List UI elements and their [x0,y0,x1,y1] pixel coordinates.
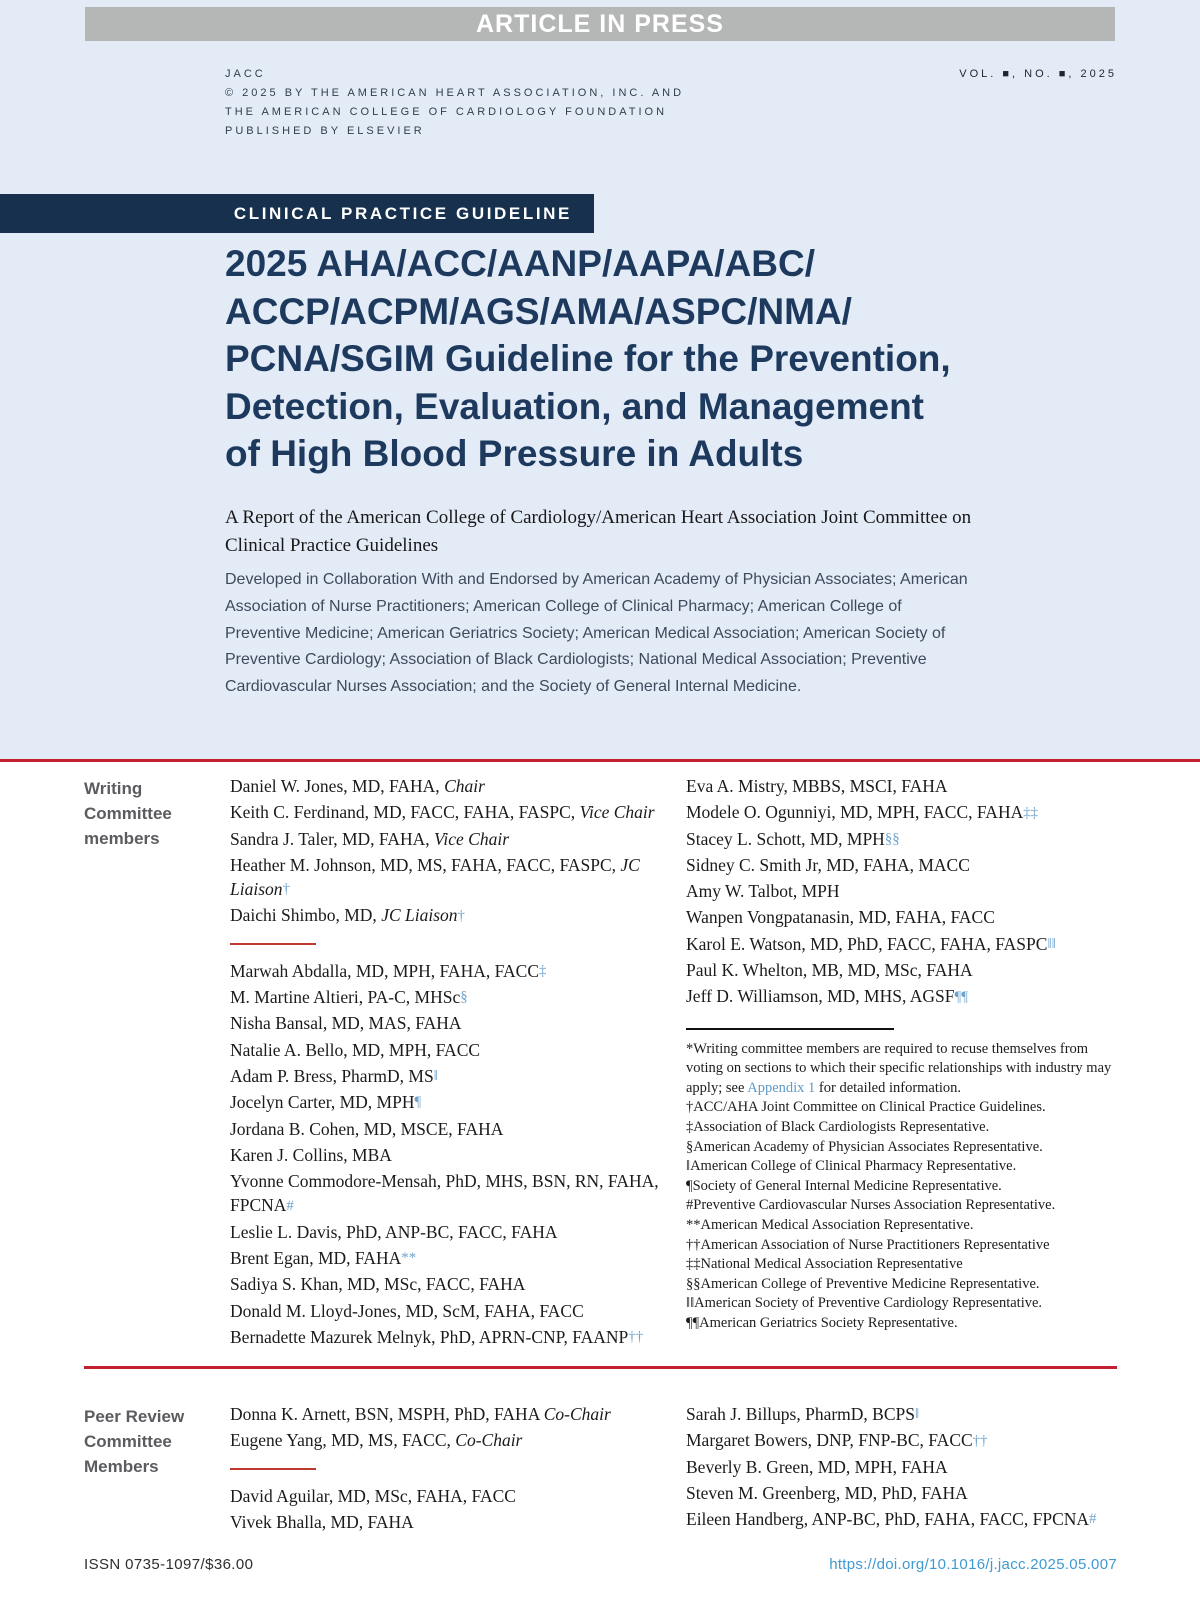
committee-member [230,1325,666,1351]
red-mini-divider [230,1468,316,1470]
member-name: Wanpen Vongpatanasin, MD, FAHA, FACC [686,907,995,928]
member-name: Eugene Yang, MD, MS, FACC, [230,1430,456,1451]
committee-member [686,984,1126,1010]
kicker-label: CLINICAL PRACTICE GUIDELINE [233,203,572,223]
member-name: Karol E. Watson, MD, PhD, FACC, FAHA, FASPC [686,933,1048,954]
committee-member [230,1090,666,1116]
copyright-lines [225,87,684,137]
footnote [686,1236,1126,1256]
member-role: Vice Chair [434,828,510,849]
member-name: Marwah Abdalla, MD, MPH, FAHA, FACC [230,960,540,981]
footnote [686,1314,1126,1334]
committee-member [230,1484,666,1510]
section-label-line: Writing [84,779,143,798]
member-name: Leslie L. Davis, PhD, ANP-BC, FACC, FAHA [230,1221,558,1242]
member-name: Jeff D. Williamson, MD, MHS, AGSF [686,986,955,1007]
member-name: Beverly B. Green, MD, MPH, FAHA [686,1456,948,1477]
committee-member [686,1455,1132,1481]
member-name: Donald M. Lloyd-Jones, MD, ScM, FAHA, FACC [230,1300,584,1321]
section-label-line: Committee [84,804,172,823]
footnote-symbol: † [282,881,290,898]
member-role: Vice Chair [579,802,655,823]
footnote [686,1157,1126,1177]
committee-member [230,1246,666,1272]
footnote [686,1255,1126,1275]
member-name: Natalie A. Bello, MD, MPH, FACC [230,1039,481,1060]
footnote [686,1098,1126,1118]
member-role: Chair [444,776,485,796]
committee-member [230,1169,666,1220]
clinical-practice-guideline-kicker [0,194,594,233]
member-name: Sidney C. Smith Jr, MD, FAHA, MACC [686,854,970,875]
member-name: Keith C. Ferdinand, MD, FACC, FAHA, FASPC, [230,802,580,823]
writing-members-list-2 [686,774,1126,1011]
member-name: Eileen Handberg, ANP-BC, PhD, FAHA, FACC, FPCNA [686,1509,1090,1530]
writing-committee-column-1 [230,774,666,1351]
committee-member [230,774,666,800]
footnote-symbol: ¶¶ [954,988,968,1005]
member-name: M. Martine Altieri, PA-C, MHSc [230,987,461,1008]
footnote-text: ¶¶American Geriatrics Society Representative. [686,1314,958,1331]
footnote-text: ‡Association of Black Cardiologists Representative. [686,1119,990,1136]
footnote-divider [686,1028,894,1030]
peer-review-label [84,1404,229,1479]
footnote-symbol: ** [401,1250,417,1267]
article-in-press-banner [85,7,1115,41]
footnote [686,1196,1126,1216]
committee-member [230,853,666,904]
footnote [686,1040,1126,1099]
article-title [225,240,1135,478]
footnote [686,1138,1126,1158]
footnote-symbol: # [286,1197,294,1214]
committee-member [230,1402,666,1428]
committee-member [686,853,1126,879]
committee-member [686,1402,1132,1428]
member-name: Paul K. Whelton, MB, MD, MSc, FAHA [686,960,973,981]
committee-member [686,932,1126,958]
peer-members-list-2 [686,1402,1132,1533]
section-label-line: Peer Review [84,1407,185,1426]
committee-member [230,1220,666,1246]
footnote [686,1275,1126,1295]
footnote-symbol: † [457,907,465,924]
committee-member [230,903,666,929]
footnote-symbol: # [1089,1511,1097,1528]
member-name: Nisha Bansal, MD, MAS, FAHA [230,1013,462,1034]
member-name: Vivek Bhalla, MD, FAHA [230,1511,414,1532]
copyright-line: THE AMERICAN COLLEGE OF CARDIOLOGY FOUNDATION [225,106,668,118]
footnote-symbol: ‡ [539,963,547,979]
committee-member [230,1299,666,1325]
footnote-symbol: §§ [884,830,900,847]
footnote-text: †ACC/AHA Joint Committee on Clinical Practice Guidelines. [686,1099,1046,1116]
member-role: Co-Chair [543,1404,611,1424]
member-name: Steven M. Greenberg, MD, PhD, FAHA [686,1482,968,1503]
issn-label: ISSN 0735-1097/$36.00 [84,1556,254,1573]
committee-member [230,1064,666,1090]
committee-member [686,800,1126,826]
committee-member [230,1117,666,1143]
committee-member [230,800,666,826]
member-name: Heather M. Johnson, MD, MS, FAHA, FACC, FASPC, [230,854,621,875]
member-name: Modele O. Ogunniyi, MD, MPH, FACC, FAHA [686,802,1024,823]
doi-link[interactable]: https://doi.org/10.1016/j.jacc.2025.05.007 [829,1556,1117,1573]
writing-committee-label [84,776,229,851]
volume-info: VOL. ■, NO. ■, 2025 [959,68,1117,80]
committee-member [230,959,666,985]
member-name: Eva A. Mistry, MBBS, MSCI, FAHA [686,776,948,796]
article-title-line: PCNA/SGIM Guideline for the Prevention, [225,338,951,379]
member-name: Sarah J. Billups, PharmD, BCPS [686,1404,915,1424]
section-label-line: members [84,829,160,848]
member-name: Adam P. Bress, PharmD, MS [230,1065,434,1086]
committee-member [686,827,1126,853]
member-name: Donna K. Arnett, BSN, MSPH, PhD, FAHA [230,1404,544,1424]
member-name: Jordana B. Cohen, MD, MSCE, FAHA [230,1118,504,1139]
red-divider-top [0,759,1200,762]
writing-officers-list [230,774,666,930]
committee-member [686,1428,1132,1454]
member-name: Karen J. Collins, MBA [230,1144,392,1165]
footnote [686,1294,1126,1314]
committee-member [230,1143,666,1169]
member-name: Daichi Shimbo, MD, [230,905,382,926]
footnote [686,1118,1126,1138]
peer-review-column-1 [230,1402,666,1536]
article-in-press-label: ARTICLE IN PRESS [476,9,724,38]
member-role: Co-Chair [455,1430,523,1451]
committee-member [686,879,1126,905]
article-title-line: 2025 AHA/ACC/AANP/AAPA/ABC/ [225,243,816,284]
journal-masthead [225,68,684,144]
member-name: Margaret Bowers, DNP, FNP-BC, FACC [686,1430,973,1451]
member-name: Sadiya S. Khan, MD, MSc, FACC, FAHA [230,1274,526,1295]
footnote-text: §American Academy of Physician Associates Representative. [686,1138,1043,1155]
committee-member [686,1481,1132,1507]
member-name: Sandra J. Taler, MD, FAHA, [230,828,435,849]
writing-committee-column-2 [686,774,1126,1334]
member-name: Stacey L. Schott, MD, MPH [686,828,885,849]
member-name: David Aguilar, MD, MSc, FAHA, FACC [230,1485,516,1506]
member-role: JC Liaison [381,905,458,926]
footnote-block [686,1028,1126,1334]
committee-member [230,1272,666,1298]
committee-member [230,1038,666,1064]
footnote-symbol: †† [628,1329,644,1346]
footnote-symbol: †† [972,1432,988,1449]
committee-member [230,1510,666,1536]
member-name: Jocelyn Carter, MD, MPH [230,1092,415,1113]
peer-review-column-2 [686,1402,1132,1533]
footnote-text: ‖American College of Clinical Pharmacy Representative. [686,1158,1017,1175]
footnote-text: **American Medical Association Representative. [686,1217,974,1234]
journal-name: JACC [225,68,266,80]
committee-member [230,1011,666,1037]
footnote-text-after: for detailed information. [815,1079,962,1096]
footnote-symbol: § [460,989,468,1006]
footnote-symbol: ‖ [915,1406,920,1423]
footnote-text: *Writing committee members are required to recuse themselves from voting on sections to which their specific relationships with industry may apply; see [686,1040,1112,1096]
report-subtitle: A Report of the American College of Cardiology/American Heart Association Joint Committee on Clinical Practice Guidelines [225,507,972,556]
member-name: Brent Egan, MD, FAHA [230,1248,402,1269]
committee-member [230,827,666,853]
committee-member [686,905,1126,931]
red-divider-bottom [84,1366,1117,1369]
member-role: JC Liaison [230,854,640,900]
peer-members-list [230,1484,666,1537]
footnote-symbol: ‖ [433,1068,438,1085]
copyright-line: PUBLISHED BY ELSEVIER [225,125,425,137]
member-name: Amy W. Talbot, MPH [686,881,840,902]
footnote-text: ††American Association of Nurse Practitioners Representative [686,1236,1050,1253]
footnote-text: #Preventive Cardiovascular Nurses Association Representative. [686,1197,1056,1214]
appendix-link[interactable]: Appendix 1 [747,1079,816,1096]
footnotes-list [686,1040,1126,1334]
collaboration-paragraph: Developed in Collaboration With and Endorsed by American Academy of Physician Associates; American Association of Nurse Practitioners; American College of Clinical Pharmacy; American College of Preventive Medicine; American Geriatrics Society; American Medical Association; American Society of Preventive Cardiology; Association of Black Cardiologists; National Medical Association; Preventive Cardiovascular Nurses Association; and the Society of General Internal Medicine. [225,571,968,696]
footnote-text: ¶Society of General Internal Medicine Representative. [686,1177,1002,1194]
footnote-symbol: ‖‖ [1047,936,1056,952]
red-mini-divider [230,943,316,945]
writing-members-list [230,959,666,1351]
member-name: Bernadette Mazurek Melnyk, PhD, APRN-CNP, FAANP [230,1326,629,1347]
footnote-text: ‡‡National Medical Association Representative [686,1256,963,1273]
committee-member [686,774,1126,800]
footnote-symbol: ¶ [414,1094,422,1111]
section-label-line: Committee [84,1432,172,1451]
footnote [686,1216,1126,1236]
page-footer [84,1556,1117,1573]
committee-member [230,1428,666,1454]
footnote-text: ‖‖American Society of Preventive Cardiology Representative. [686,1295,1043,1312]
committee-member [686,958,1126,984]
article-title-line: Detection, Evaluation, and Management [225,385,925,427]
member-name: Daniel W. Jones, MD, FAHA, [230,776,445,796]
copyright-line: © 2025 BY THE AMERICAN HEART ASSOCIATION, INC. AND [225,87,685,99]
member-name: Yvonne Commodore-Mensah, PhD, MHS, BSN, RN, FAHA, FPCNA [230,1171,659,1216]
footnote [686,1177,1126,1197]
committee-member [686,1507,1132,1533]
peer-chairs-list [230,1402,666,1455]
footnote-symbol: ‡‡ [1023,804,1039,821]
article-title-line: ACCP/ACPM/AGS/AMA/ASPC/NMA/ [225,290,852,332]
committee-member [230,985,666,1011]
section-label-line: Members [84,1457,159,1476]
article-title-line: of High Blood Pressure in Adults [225,433,804,474]
footnote-text: §§American College of Preventive Medicine Representative. [686,1275,1040,1292]
